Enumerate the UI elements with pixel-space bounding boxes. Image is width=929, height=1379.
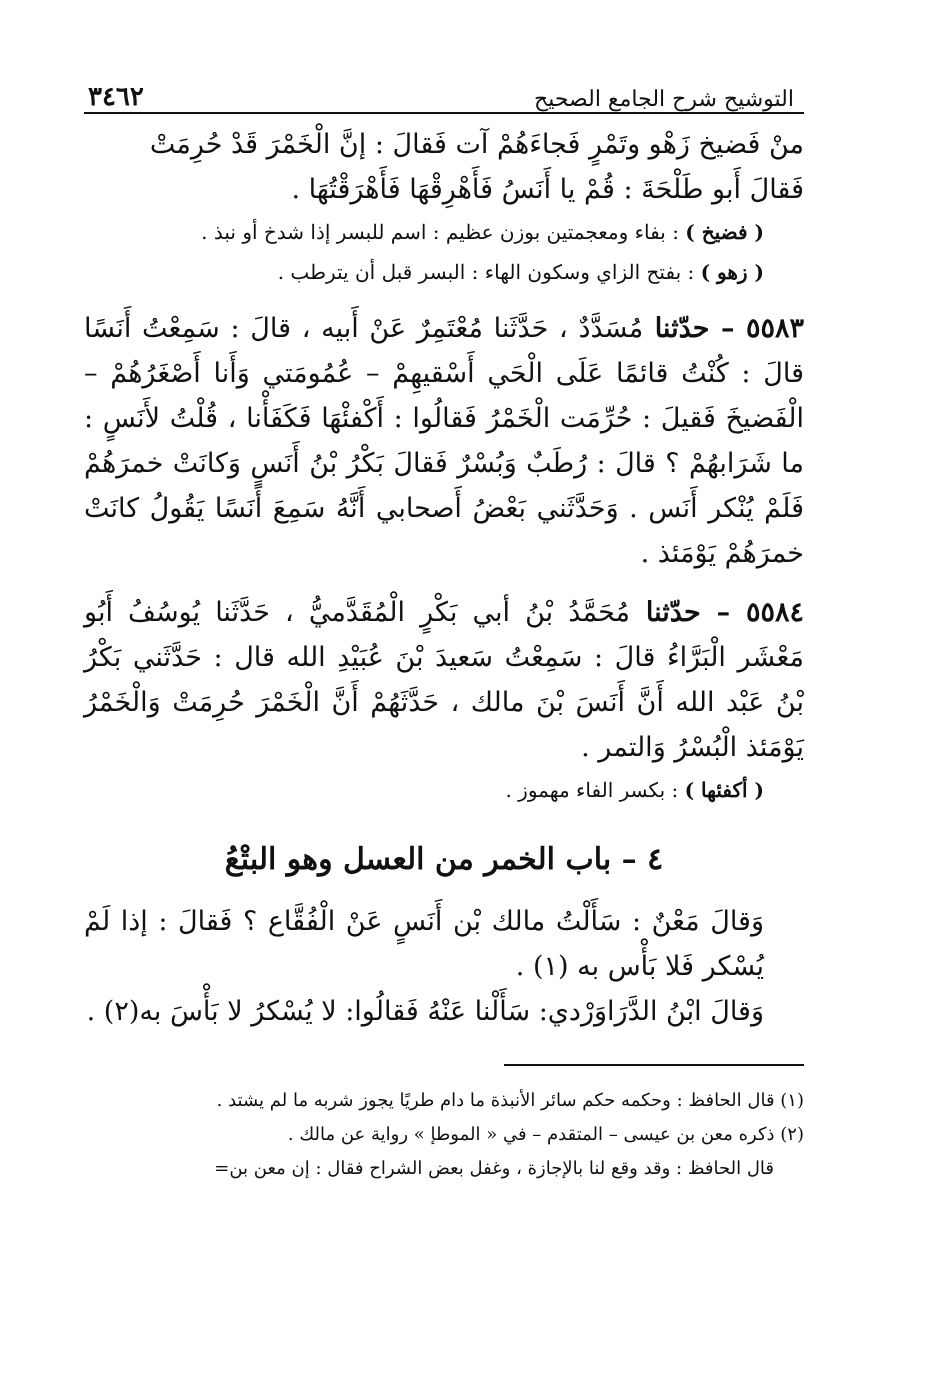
gloss-fadikh <box>84 212 804 252</box>
running-title: التوشيح شرح الجامع الصحيح <box>534 87 794 112</box>
chapter-paragraph-2: وَقالَ ابْنُ الدَّرَاوَرْدي: سَأَلْنا عَنْهُ فَقالُوا: لا يُسْكرُ لا بَأْسَ به(٢) . <box>86 996 764 1027</box>
page-header <box>84 62 804 114</box>
chapter-heading: ٤ – باب الخمر من العسل وهو البتْعُ <box>224 842 664 877</box>
hadith-lead: حدّثنا <box>629 597 717 628</box>
opening-line-2: فَقالَ أَبو طَلْحَةَ : قُمْ يا أَنَسُ فَأَهْرِقْهَا فَأَهْرَقْتُهَا . <box>291 174 804 205</box>
gloss-akfi-ha <box>84 770 804 810</box>
hadith-lead: حدّثنا <box>643 313 721 344</box>
hadith-5583 <box>84 306 804 576</box>
footnote-2-continuation: قال الحافظ : وقد وقع لنا بالإجازة ، وغفل بعض الشراح فقال : إن معن بن= <box>214 1158 774 1179</box>
hadith-number: ٥٥٨٣ – <box>720 313 804 344</box>
gloss-term: ( زهو ) <box>700 260 764 284</box>
gloss-zahw <box>84 252 804 292</box>
page-number: ٣٤٦٢ <box>88 82 144 112</box>
book-page <box>84 62 804 1322</box>
gloss-term: ( أكفئها ) <box>684 778 764 802</box>
hadith-text: مُسَدَّدٌ ، حَدَّثَنا مُعْتَمِرٌ عَنْ أَبيه ، قالَ : سَمِعْتُ أَنَسًا قالَ : كُنْتُ قائمًا عَلَى الْحَي أَسْقيهِمْ – عُمُومَتي وَأَنا أَصْغَرُهُمْ – الْفَضيخَ فَقيلَ : حُرِّمَت الْخَمْرُ فَقالُوا : أَكْفئْهَا فَكَفَأْنا ، قُلْتُ لأَنَسٍ : ما شَرَابهُمْ ؟ قالَ : رُطَبٌ وَبُسْرٌ فَقالَ بَكْرُ بْنُ أَنَسٍ وَكانَتْ خمرَهُمْ فَلَمْ يُنْكر أَنَس . وَحَدَّثَني بَعْضُ أَصحابي أَنَّهُ سَمِعَ أَنَسًا يَقُولُ كانَتْ خمرَهُمْ يَوْمَئذ . <box>84 313 804 569</box>
gloss-text: : بكسر الفاء مهموز . <box>505 778 685 802</box>
gloss-text: : بفاء ومعجمتين بوزن عظيم : اسم للبسر إذا شدخ أو نبذ . <box>201 220 686 244</box>
opening-passage <box>84 122 804 212</box>
hadith-number: ٥٥٨٤ – <box>716 597 804 628</box>
gloss-term: ( فضيخ ) <box>685 220 764 244</box>
footnote-1: (١) قال الحافظ : وحكمه حكم سائر الأنبذة ما دام طريًا يجوز شربه ما لم يشتد . <box>216 1090 804 1111</box>
chapter-paragraph-1: وَقالَ مَعْنٌ : سَأَلْتُ مالك بْن أَنَسٍ عَنْ الْفُقَّاع ؟ فَقالَ : إذا لَمْ يُسْكر فَلا بَأْس به (١) . <box>84 906 764 982</box>
footnote-2: (٢) ذكره معن بن عيسى – المتقدم – في « الموطإ » رواية عن مالك . <box>287 1124 804 1145</box>
hadith-5584 <box>84 590 804 770</box>
footnote-divider <box>504 1064 804 1066</box>
opening-line-1: منْ فَضيخ زَهْو وتَمْرٍ فَجاءَهُمْ آت فَقالَ : إنَّ الْخَمْرَ قَدْ حُرِمَتْ <box>149 129 804 160</box>
gloss-text: : بفتح الزاي وسكون الهاء : البسر قبل أن يترطب . <box>277 260 701 284</box>
hadith-text: مُحَمَّدُ بْنُ أبي بَكْرٍ الْمُقَدَّميُّ ، حَدَّثَنا يُوسُفُ أَبُو مَعْشَر الْبَرَّاءُ قالَ : سَمِعْتُ سَعيدَ بْنَ عُبَيْدِ الله قال : حَدَّثَني بَكْرُ بْنُ عَبْد الله أَنَّ أَنَسَ بْنَ مالك ، حَدَّثَهُمْ أَنَّ الْخَمْرَ حُرِمَتْ وَالْخَمْرُ يَوْمَئذ الْبُسْرُ وَالتمر . <box>84 597 804 763</box>
